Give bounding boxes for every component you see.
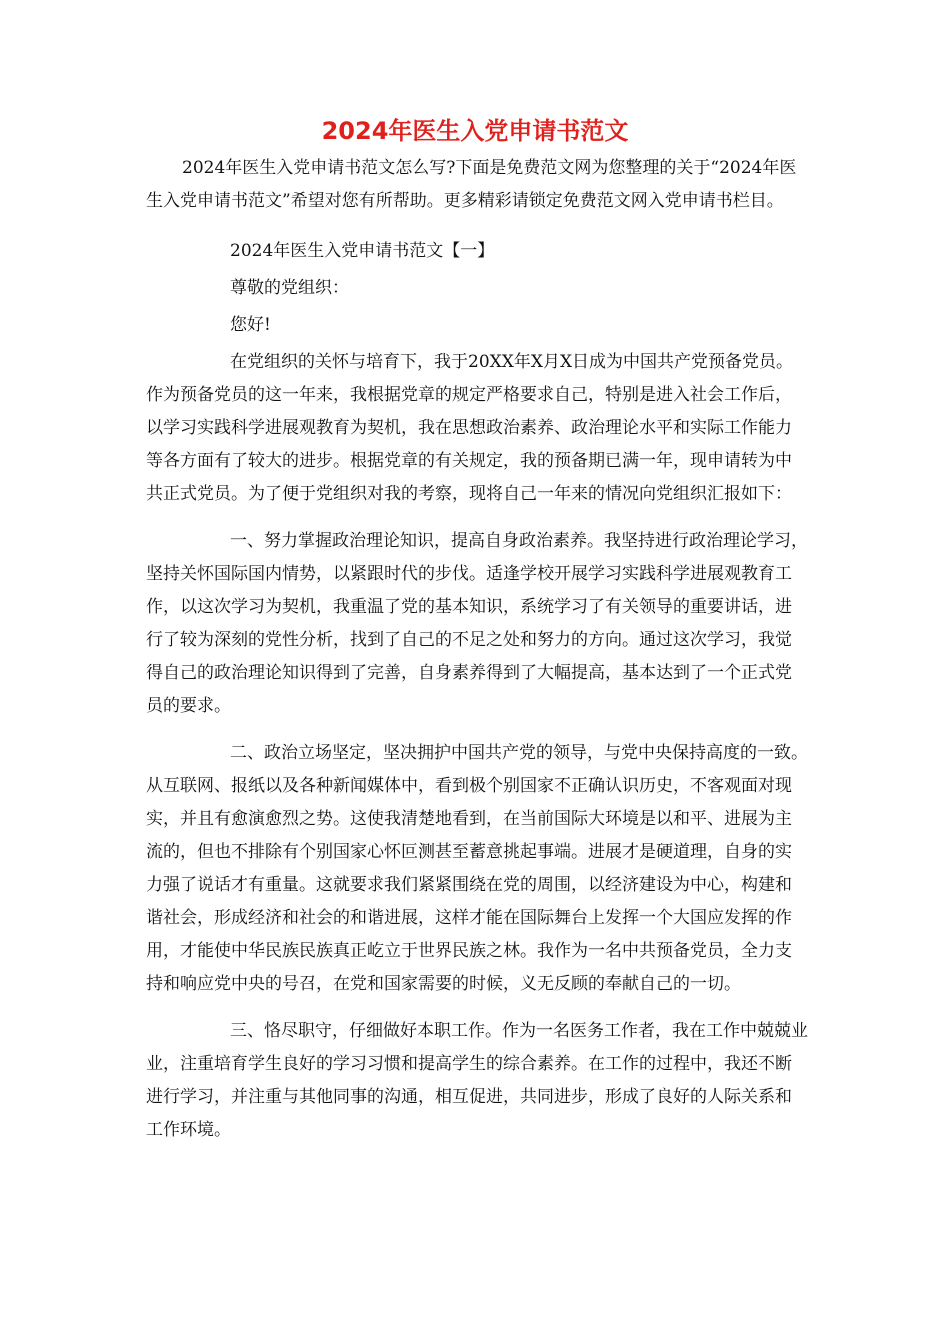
body-paragraph-1: 在党组织的关怀与培育下，我于20XX年X月X日成为中国共产党预备党员。作为预备党员的这一年来，我根据党章的规定严格要求自己，特别是进入社会工作后，以学习实践科学进展观教育为契机，我在思想政治素养、政治理论水平和实际工作能力等各方面有了较大的进步。根据党章的有关规定，我的预备期已满一年，现申请转为中共正式党员。为了便于党组织对我的考察，现将自己一年来的情况向党组织汇报如下： [146,352,794,504]
document-body [146,152,808,1147]
document-title: 2024年医生入党申请书范文 [321,117,629,145]
body-paragraph-4: 三、恪尽职守，仔细做好本职工作。作为一名医务工作者，我在工作中兢兢业业，注重培育学生良好的学习习惯和提高学生的综合素养。在工作的过程中，我还不断进行学习，并注重与其他同事的沟通，相互促进，共同进步，形成了良好的人际关系和工作环境。 [146,1021,808,1140]
body-paragraph-2: 一、努力掌握政治理论知识，提高自身政治素养。我坚持进行政治理论学习，坚持关怀国际国内情势，以紧跟时代的步伐。适逢学校开展学习实践科学进展观教育工作，以这次学习为契机，我重温了党的基本知识，系统学习了有关领导的重要讲话，进行了较为深刻的党性分析，找到了自己的不足之处和努力的方向。通过这次学习，我觉得自己的政治理论知识得到了完善，自身素养得到了大幅提高，基本达到了一个正式党员的要求。 [146,531,808,716]
salutation: 尊敬的党组织： [230,278,349,298]
body-paragraph-3: 二、政治立场坚定，坚决拥护中国共产党的领导，与党中央保持高度的一致。从互联网、报纸以及各种新闻媒体中，看到极个别国家不正确认识历史，不客观面对现实，并且有愈演愈烈之势。这使我清楚地看到，在当前国际大环境是以和平、进展为主流的，但也不排除有个别国家心怀叵测甚至蓄意挑起事端。进展才是硬道理，自身的实力强了说话才有重量。这就要求我们紧紧围绕在党的周围，以经济建设为中心，构建和谐社会，形成经济和社会的和谐进展，这样才能在国际舞台上发挥一个大国应发挥的作用，才能使中华民族民族真正屹立于世界民族之林。我作为一名中共预备党员，全力支持和响应党中央的号召，在党和国家需要的时候，义无反顾的奉献自己的一切。 [146,743,808,994]
section-heading: 2024年医生入党申请书范文【一】 [230,241,495,261]
greeting: 您好! [230,315,271,335]
intro-paragraph: 2024年医生入党申请书范文怎么写?下面是免费范文网为您整理的关于“2024年医生入党申请书范文”希望对您有所帮助。更多精彩请锁定免费范文网入党申请书栏目。 [146,158,797,211]
